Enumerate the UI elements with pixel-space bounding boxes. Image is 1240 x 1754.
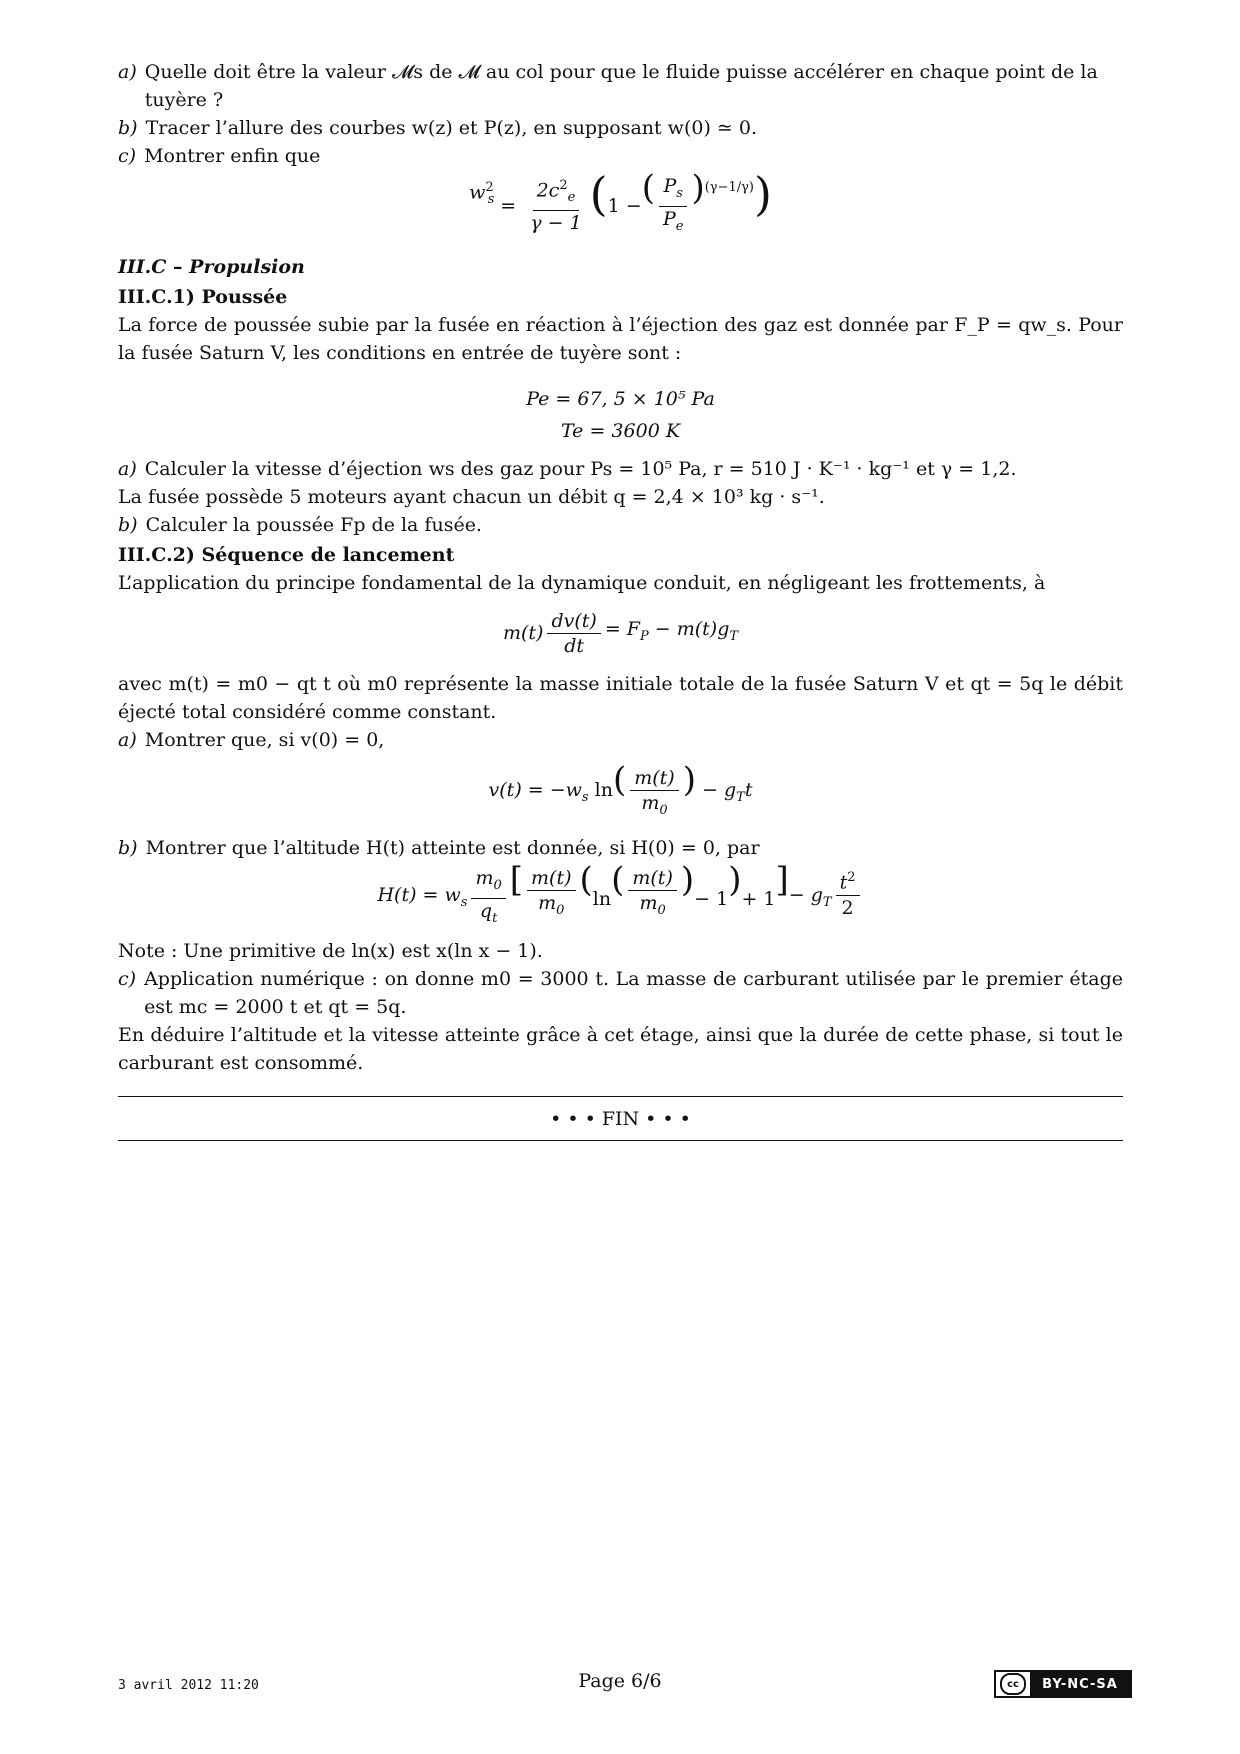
subsection-poussee: III.C.1) Poussée (118, 285, 288, 308)
license-badge (994, 1670, 1132, 1698)
condition-temperature: Te = 3600 K (560, 419, 681, 442)
conditions-block (118, 383, 1123, 447)
equation-pfd: m(t) $\frac{dv(t)}{dt}$ = $F_P - m(t)g_T$ (502, 609, 739, 657)
question-altitude: b) Montrer que l’altitude H(t) atteinte est donnée, si H(0) = 0, par (118, 837, 760, 860)
equation-ws: $w^2_s$ = $\frac{2c^2_e}{\gamma - 1}$ ( 1 − ( $\frac{P_s}{P_e}$ ) (γ−1/γ) ) (469, 167, 772, 235)
cc-icon: cc (1000, 1673, 1026, 1695)
subsection-lancement: III.C.2) Séquence de lancement (118, 543, 455, 566)
rule-bottom (118, 1140, 1123, 1141)
question-vitesse: a) Montrer que, si v(0) = 0, (118, 728, 385, 751)
section-heading: III.C – Propulsion (118, 255, 305, 278)
paragraph-deduire: En déduire l’altitude et la vitesse atteinte grâce à cet étage, ainsi que la durée de cette phase, si tout le carburant est consommé. (118, 1023, 1123, 1074)
question-ws: a) Calculer la vitesse d’éjection ws des gaz pour Ps = 10⁵ Pa, r = 510 J · K⁻¹ · kg⁻¹ et γ = 1,2. (118, 457, 1017, 480)
note: Note : Une primitive de ln(x) est x(ln x − 1). (118, 939, 543, 962)
equation-altitude: $H(t) = w_s$ $\frac{m_0}{q_t}$ [ $\frac{m(t)}{m_0}$ ( ln ( $\frac{m(t)}{m_0}$ ) − 1 ) + 1 ] − $g_T$ $\frac{t^2}{2}$ (118, 866, 1123, 931)
page-number: Page 6/6 (578, 1670, 662, 1692)
paragraph-moteurs: La fusée possède 5 moteurs ayant chacun un débit q = 2,4 × 10³ kg · s⁻¹. (118, 485, 825, 508)
paragraph-masse: avec m(t) = m0 − qt t où m0 représente la masse initiale totale de la fusée Saturn V et qt = 5q le débit éjecté total considéré comme constant. (118, 672, 1123, 723)
question-a-top: a) Quelle doit être la valeur 𝓜s de 𝓜 au col pour que le fluide puisse accélérer en chaque point de la tuyère ? (118, 61, 1098, 111)
paragraph-pfd: L’application du principe fondamental de la dynamique conduit, en négligeant les frottements, à (118, 571, 1046, 594)
rule-top (118, 1096, 1123, 1097)
question-b-top: b) Tracer l’allure des courbes w(z) et P(z), en supposant w(0) ≃ 0. (118, 117, 757, 139)
paragraph-poussee: La force de poussée subie par la fusée en réaction à l’éjection des gaz est donnée par F_P = qw_s. Pour la fusée Saturn V, les conditions en entrée de tuyère sont : (118, 313, 1123, 364)
condition-pressure: Pe = 67, 5 × 10⁵ Pa (526, 387, 715, 410)
question-c-top: c) Montrer enfin que (118, 145, 321, 167)
page-body (118, 58, 1123, 1077)
question-application: c) Application numérique : on donne m0 = 3000 t. La masse de carburant utilisée par le premier étage est mc = 2000 t et qt = 5q. (118, 967, 1123, 1018)
equation-vitesse: $v(t) = -w_s$ ln ( $\frac{m(t)}{m_0}$ ) − $g_Tt$ (488, 759, 753, 818)
license-label: BY-NC-SA (1030, 1672, 1130, 1696)
question-fp: b) Calculer la poussée Fp de la fusée. (118, 513, 482, 536)
footer-date: 3 avril 2012 11:20 (118, 1678, 259, 1693)
fin-marker: • • • FIN • • • (550, 1108, 691, 1130)
